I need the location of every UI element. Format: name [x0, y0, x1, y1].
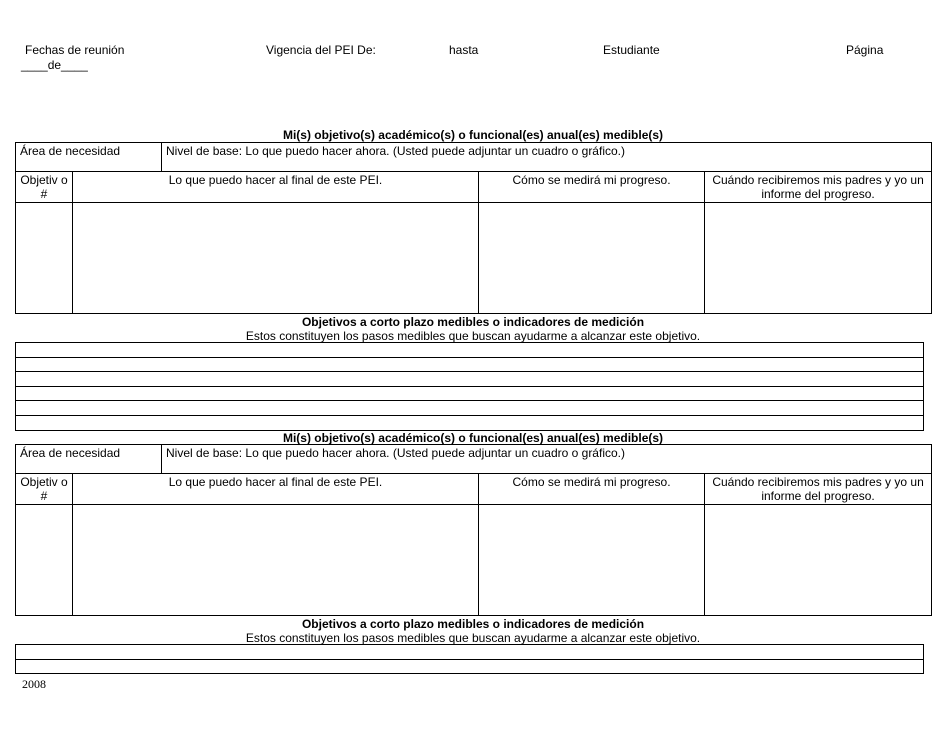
short-term-line[interactable]	[16, 386, 924, 401]
short-term-line[interactable]	[16, 659, 924, 674]
measure-progress-cell-2[interactable]	[479, 505, 705, 616]
annual-goal-table-2	[15, 444, 932, 616]
progress-report-header-2: Cuándo recibiremos mis padres y yo un informe del progreso.	[705, 474, 932, 505]
objective-number-cell-2[interactable]	[16, 505, 73, 616]
progress-report-cell-2[interactable]	[705, 505, 932, 616]
meeting-dates-label: Fechas de reunión	[25, 43, 125, 57]
objective-number-header-1: Objetiv o #	[16, 172, 73, 203]
short-term-line[interactable]	[16, 645, 924, 660]
page-label: Página	[846, 43, 884, 57]
end-of-iep-header-2: Lo que puedo hacer al final de este PEI.	[73, 474, 479, 505]
progress-report-header-1: Cuándo recibiremos mis padres y yo un informe del progreso.	[705, 172, 932, 203]
objective-number-header-2: Objetiv o #	[16, 474, 73, 505]
end-of-iep-header-1: Lo que puedo hacer al final de este PEI.	[73, 172, 479, 203]
short-term-line[interactable]	[16, 415, 924, 430]
short-term-lines-2	[15, 644, 924, 674]
short-term-subtitle-2: Estos constituyen los pasos medibles que buscan ayudarme a alcanzar este objetivo.	[245, 631, 701, 645]
meeting-dates-blank[interactable]: ____de____	[21, 58, 88, 72]
objective-number-cell-1[interactable]	[16, 203, 73, 314]
baseline-cell-2[interactable]: Nivel de base: Lo que puedo hacer ahora. (Usted puede adjuntar un cuadro o gráfico.)	[162, 445, 932, 474]
until-label: hasta	[449, 43, 479, 57]
short-term-line[interactable]	[16, 357, 924, 372]
short-term-title-2: Objetivos a corto plazo medibles o indicadores de medición	[301, 617, 645, 631]
short-term-line[interactable]	[16, 401, 924, 416]
need-area-cell-2[interactable]: Área de necesidad	[16, 445, 162, 474]
annual-goal-table-1	[15, 142, 932, 314]
short-term-line[interactable]	[16, 343, 924, 358]
end-of-iep-cell-1[interactable]	[73, 203, 479, 314]
short-term-title-1: Objetivos a corto plazo medibles o indicadores de medición	[301, 315, 645, 329]
measure-progress-cell-1[interactable]	[479, 203, 705, 314]
short-term-subtitle-1: Estos constituyen los pasos medibles que buscan ayudarme a alcanzar este objetivo.	[245, 329, 701, 343]
short-term-line[interactable]	[16, 372, 924, 387]
need-area-cell-1[interactable]: Área de necesidad	[16, 143, 162, 172]
measure-progress-header-1: Cómo se medirá mi progreso.	[479, 172, 705, 203]
progress-report-cell-1[interactable]	[705, 203, 932, 314]
short-term-lines-1	[15, 342, 924, 431]
baseline-cell-1[interactable]: Nivel de base: Lo que puedo hacer ahora. (Usted puede adjuntar un cuadro o gráfico.)	[162, 143, 932, 172]
footer-year: 2008	[22, 677, 46, 691]
student-label: Estudiante	[603, 43, 660, 57]
end-of-iep-cell-2[interactable]	[73, 505, 479, 616]
annual-goal-title-1: Mi(s) objetivo(s) académico(s) o funcional(es) anual(es) medible(s)	[282, 128, 664, 142]
annual-goal-title-2: Mi(s) objetivo(s) académico(s) o funcional(es) anual(es) medible(s)	[282, 431, 664, 445]
measure-progress-header-2: Cómo se medirá mi progreso.	[479, 474, 705, 505]
iep-validity-label: Vigencia del PEI De:	[266, 43, 376, 57]
